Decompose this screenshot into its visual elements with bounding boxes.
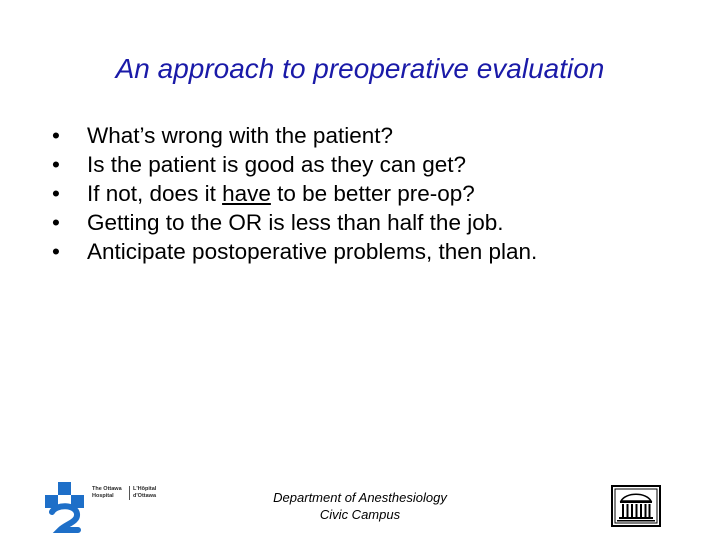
bullet-item	[52, 237, 537, 266]
bullet-text-after: to be better pre-op?	[270, 181, 475, 206]
bullet-underlined-word: have	[222, 181, 271, 206]
logo-line: L'Hôpital	[133, 486, 157, 492]
logo-text-french	[133, 486, 156, 500]
bullet-text: Anticipate postoperative problems, then plan.	[87, 239, 538, 264]
slide-title: An approach to preoperative evaluation	[115, 53, 605, 84]
bullet-marker: •	[52, 152, 60, 177]
bullet-list	[52, 121, 537, 266]
bullet-marker: •	[52, 123, 60, 148]
university-building-icon	[611, 485, 661, 527]
bullet-text-before: If not, does it	[87, 181, 223, 206]
bullet-item	[52, 121, 537, 150]
bullet-text: What’s wrong with the patient?	[87, 123, 394, 148]
bullet-marker: •	[52, 239, 60, 264]
logo-text-english	[92, 486, 122, 500]
ottawa-hospital-cross-icon	[44, 482, 88, 534]
bullet-marker: •	[52, 181, 60, 206]
bullet-item	[52, 179, 537, 208]
footer-department: Department of Anesthesiology	[273, 490, 447, 505]
logo-line: d'Ottawa	[133, 493, 157, 499]
logo-line: Hospital	[92, 493, 114, 499]
footer-text	[230, 489, 490, 523]
footer-campus: Civic Campus	[319, 507, 401, 522]
logo-divider	[129, 486, 130, 500]
bullet-text: Getting to the OR is less than half the job.	[87, 210, 504, 235]
bullet-item	[52, 150, 537, 179]
ottawa-hospital-logo	[44, 482, 174, 534]
bullet-marker: •	[52, 210, 60, 235]
bullet-item	[52, 208, 537, 237]
logo-line: The Ottawa	[92, 486, 122, 492]
bullet-text: Is the patient is good as they can get?	[87, 152, 467, 177]
